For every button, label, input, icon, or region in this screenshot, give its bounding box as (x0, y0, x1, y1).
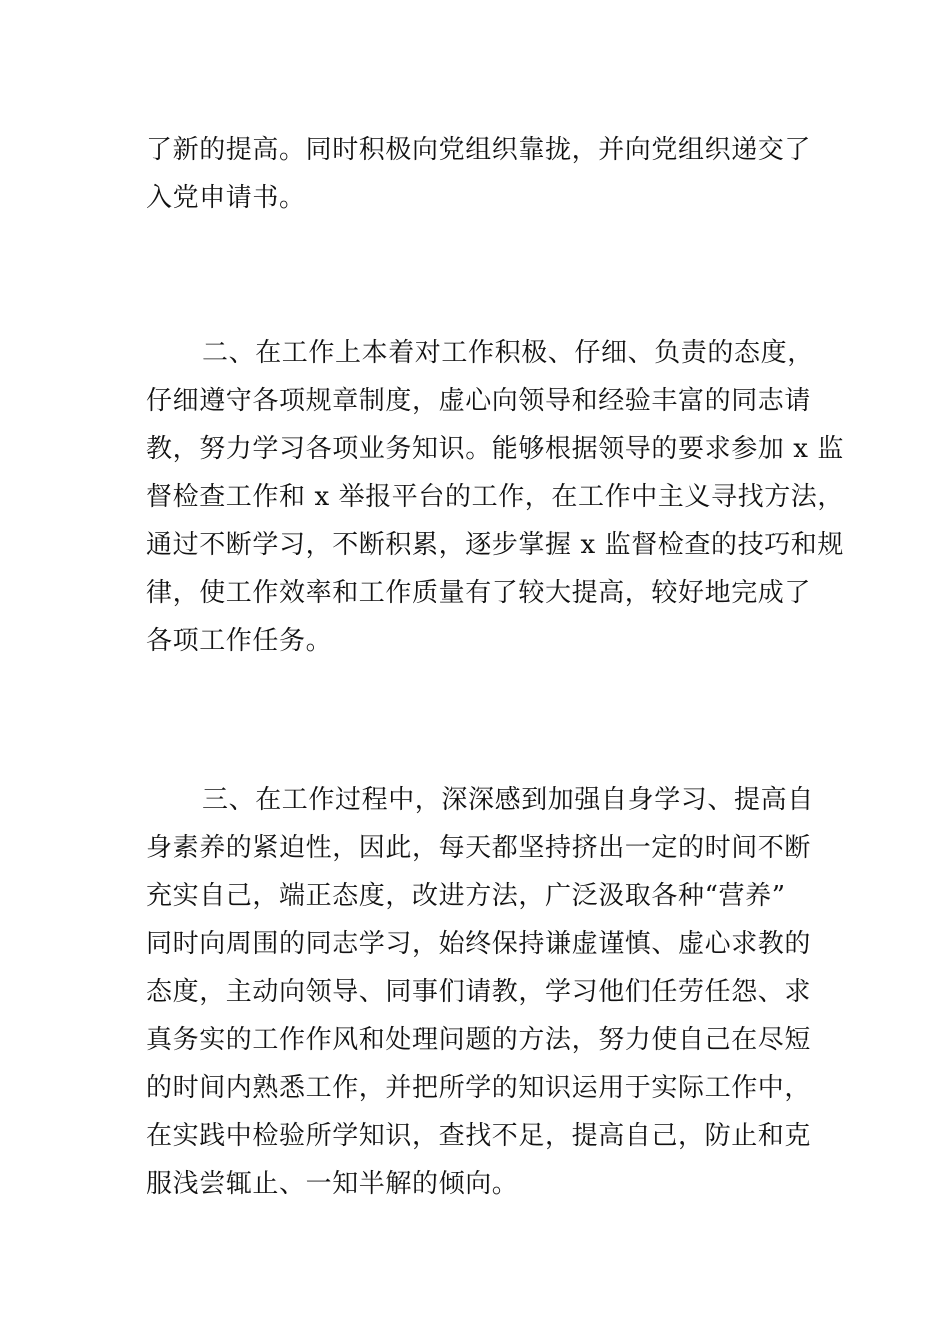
text-line: 身素养的紧迫性，因此，每天都坚持挤出一定的时间不断 (146, 833, 812, 863)
text-line: 三、在工作过程中，深深感到加强自身学习、提高自 (202, 785, 814, 815)
text-line: 在实践中检验所学知识，查找不足，提高自己，防止和克 (146, 1121, 812, 1151)
text-line: 态度，主动向领导、同事们请教，学习他们任劳任怨、求 (146, 977, 812, 1007)
text-line: 督检查工作和 x 举报平台的工作，在工作中主义寻找方法， (146, 482, 844, 512)
text-line: 服浅尝辄止、一知半解的倾向。 (146, 1169, 519, 1199)
text-line: 真务实的工作作风和处理问题的方法，努力使自己在尽短 (146, 1025, 812, 1055)
paragraph-continuation (146, 126, 812, 222)
text-line: 充实自己，端正态度，改进方法，广泛汲取各种“营养” (146, 881, 786, 911)
text-line: 仔细遵守各项规章制度，虚心向领导和经验丰富的同志请 (146, 386, 812, 416)
text-line: 律，使工作效率和工作质量有了较大提高，较好地完成了 (146, 578, 812, 608)
text-line: 同时向周围的同志学习，始终保持谦虚谨慎、虚心求教的 (146, 929, 812, 959)
text-line: 入党申请书。 (146, 183, 306, 213)
text-line: 二、在工作上本着对工作积极、仔细、负责的态度， (202, 338, 814, 368)
text-line: 的时间内熟悉工作，并把所学的知识运用于实际工作中， (146, 1073, 812, 1103)
text-line: 了新的提高。同时积极向党组织靠拢，并向党组织递交了 (146, 135, 812, 165)
text-line: 各项工作任务。 (146, 626, 333, 656)
paragraph-work-attitude (146, 329, 844, 665)
text-line: 通过不断学习，不断积累，逐步掌握 x 监督检查的技巧和规 (146, 530, 844, 560)
paragraph-self-learning (146, 776, 814, 1208)
text-line: 教，努力学习各项业务知识。能够根据领导的要求参加 x 监 (146, 434, 844, 464)
